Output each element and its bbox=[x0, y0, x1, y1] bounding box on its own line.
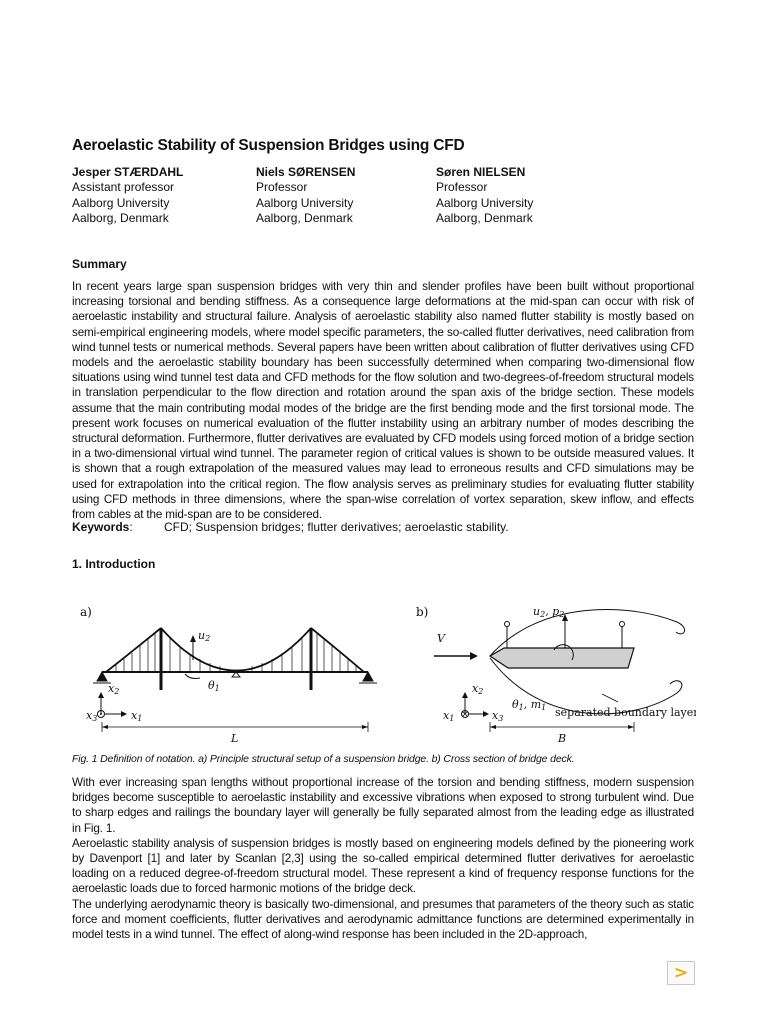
paragraph: With ever increasing span lengths without proportional increase of the torsion and bending stiffness, modern suspension bridges become susceptible to aeroelastic instability and excessive vibrations when exposed to strong turbulent wind. Due to sharp edges and railings the boundary layer will generally be fully separated almost from the leading edge as illustrated in Fig. 1. bbox=[72, 776, 694, 835]
label-L: L bbox=[231, 732, 239, 745]
label-x3: x3 bbox=[86, 709, 98, 723]
deck-cross-section-diagram bbox=[416, 605, 696, 745]
author-affiliation: Aalborg University bbox=[72, 195, 170, 210]
label-theta1-m1: θ1, m1 bbox=[512, 698, 547, 712]
summary-heading: Summary bbox=[72, 257, 127, 271]
paragraph: The underlying aerodynamic theory is basically two-dimensional, and presumes that parameters of the theory such as static force and moment coefficients, flutter derivatives and aerodynamic admittance functions are determined experimentally in model tests in a wind tunnel. The effect of along-wind response has been included in the 2D-approach, bbox=[72, 897, 694, 942]
section-heading-introduction: 1. Introduction bbox=[72, 557, 156, 571]
keywords-label: Keywords bbox=[72, 520, 130, 534]
author-role: Professor bbox=[436, 180, 488, 195]
label-theta1: θ1 bbox=[208, 679, 220, 693]
summary-text: In recent years large span suspension bridges with very thin and slender profiles have been built without proportional increasing torsional and bending stiffness. As a consequence large deformations at the mid-span can occur with risk of aeroelastic instability and structural failure. Analysis of aeroelastic stability also named flutter stability is mostly based on semi-empirical engineering models, where model specific parameters, the so-called flutter derivatives, need calibration from wind tunnel tests or numerical methods. Several papers have been written about calibration of flutter derivatives using CFD models and the aeroelastic stability boundary has been successfully determined when comparing two-dimensional flow situations using wind tunnel test data and CFD methods for the flow solution and two-degrees-of-freedom structural models in translation perpendicular to the flow direction and rotation around the span axis of the bridge section. These models assume that the main contributing modal modes of the bridge are the first bending mode and the first torsional mode. The present work focuses on numerical evaluation of the flutter instability using an arbitrary number of modes describing the structural deformation. Furthermore, flutter derivatives are evaluated by CFD models using forced motion of a bridge section in a two-dimensional virtual wind tunnel. The parameter region of critical values is shown to be outside measured values. It is shown that a rough extrapolation of the measured values may lead to erroneous results and CFD simulations may be used for extrapolation into the critical region. The flow analysis serves as preliminary studies for evaluating flutter stability using CFD methods in three dimensions, where the span-wise correlation of vortex separation, skew inflow, and effects from cables at the mid-span are to be considered. bbox=[72, 280, 694, 522]
author-affiliation: Aalborg University bbox=[256, 195, 354, 210]
label-b-x2: x2 bbox=[472, 682, 484, 696]
author-location: Aalborg, Denmark bbox=[256, 210, 353, 225]
next-page-button[interactable] bbox=[667, 961, 695, 985]
panel-label-b: b) bbox=[416, 605, 429, 619]
author-name: Jesper STÆRDAHL bbox=[72, 165, 184, 179]
label-x2: x2 bbox=[108, 682, 120, 696]
label-b-x1: x1 bbox=[443, 709, 455, 723]
author-3 bbox=[436, 165, 533, 226]
author-location: Aalborg, Denmark bbox=[436, 210, 533, 225]
supports bbox=[93, 672, 377, 683]
author-affiliation: Aalborg University bbox=[436, 195, 534, 210]
label-V: V bbox=[437, 632, 445, 645]
bridge-diagram bbox=[80, 605, 377, 745]
figure-caption: Fig. 1 Definition of notation. a) Principle structural setup of a suspension bridge. b) Cross section of bridge deck. bbox=[72, 753, 575, 765]
label-b-x3: x3 bbox=[492, 709, 504, 723]
author-name: Søren NIELSEN bbox=[436, 165, 526, 179]
label-u2: u2 bbox=[198, 629, 211, 643]
keywords-value: CFD; Suspension bridges; flutter derivatives; aeroelastic stability. bbox=[164, 520, 509, 534]
label-B: B bbox=[558, 732, 567, 745]
keywords-colon: : bbox=[129, 520, 133, 534]
body-text bbox=[72, 775, 694, 942]
author-role: Assistant professor bbox=[72, 180, 175, 195]
hangers bbox=[116, 633, 356, 672]
paragraph: Aeroelastic stability analysis of suspension bridges is mostly based on engineering models defined by the pioneering work by Davenport [1] and later by Scanlan [2,3] using the so-called empirical determined flutter derivatives for aeroelastic loading on a reduced degree-of-freedom structural model. These represent a kind of frequency response functions for the aeroelastic loads due to forced harmonic motions of the bridge deck. bbox=[72, 836, 694, 896]
label-x1: x1 bbox=[131, 709, 143, 723]
keywords-line bbox=[72, 520, 509, 534]
author-2 bbox=[256, 165, 355, 226]
paper-title: Aeroelastic Stability of Suspension Bridges using CFD bbox=[72, 137, 465, 154]
label-u2-p2: u2, p2 bbox=[533, 605, 565, 619]
author-1 bbox=[72, 165, 183, 226]
figure-1 bbox=[72, 598, 696, 748]
author-location: Aalborg, Denmark bbox=[72, 210, 169, 225]
chevron-right-icon: > bbox=[673, 963, 689, 983]
panel-label-a: a) bbox=[80, 605, 92, 619]
author-name: Niels SØRENSEN bbox=[256, 165, 356, 179]
author-role: Professor bbox=[256, 180, 308, 195]
label-separated-boundary-layer: separated boundary layer bbox=[555, 706, 696, 719]
